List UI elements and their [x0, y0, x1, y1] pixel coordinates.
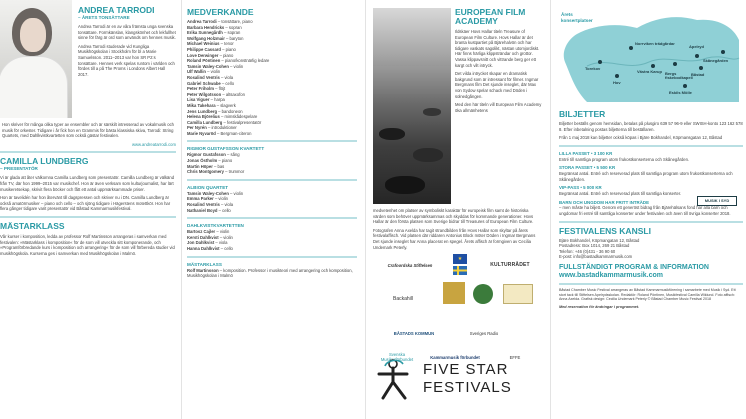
map-label-torekov: Torekov	[585, 66, 601, 71]
divider	[187, 140, 357, 142]
composer-subheading: – ÅRETS TONSÄTTARE	[78, 15, 130, 20]
map-label-eskils-molle: Eskils Mölle	[669, 90, 692, 95]
performer-item: Gabriel Schwabe – cello	[187, 80, 235, 86]
tickets-section	[559, 110, 743, 310]
festival-name-2: FESTIVALS	[423, 379, 512, 396]
divider	[559, 145, 743, 147]
performer-item: Philippe Cassard – piano	[187, 46, 236, 52]
member-item: Rosalind Ventris – viola	[187, 202, 234, 208]
fold-line-2	[365, 0, 366, 419]
group-title: ALBION QUARTET	[187, 184, 229, 190]
performer-item: Per Nyrén – introduktioner	[187, 125, 237, 131]
sweden-flag-logo	[453, 266, 467, 275]
presenter-text-1: Vi är glada att åter välkomna Camilla Lundberg som presentatör. Camilla Lundberg är välkänd från TV, där hon 1999–2015 var musikchef. Hon är även verksam som kulturjournalist, har lärt musikeretsekap, skrivit flera böcker och fått ett antal uppmärksammade priser.	[0, 175, 175, 192]
sponsor-logos	[373, 250, 541, 368]
film-academy-continued	[373, 208, 541, 253]
masterclass-text: Vår kurser i komposition, ledda av professor Rolf Martinsson arrangeras i samverkan med festivalen: »Mästarklass i komposition« för de som vill utveckla sitt komponerande, och »Programförbredande kurs i komposition och arrangering« för de som vill förbereda studier vid musikhögskola. Kurserna ges i samverkan med Musikhögskolan i Malmö.	[0, 233, 175, 256]
venue-map	[557, 6, 741, 106]
composer-intro	[78, 6, 176, 80]
map-label-bergs-fiskebod: Bergs fiskebodkapell	[665, 71, 693, 81]
performer-item: Erika Sunnegårdh – sopran	[187, 30, 241, 36]
pass-title: LILLA PASSET • 3 100 KR	[559, 150, 613, 156]
presenter-subheading: – PRESENTATÖR	[0, 166, 38, 172]
footer-note: Med reservation för ändringar i programmet.	[559, 304, 640, 309]
kulturradet-logo: KULTURRÅDET	[490, 262, 530, 268]
divider	[187, 217, 357, 219]
footer-credits: Båstad Chamber Music Festival arrangeras av Båstad Kammarmusikförening i samarbete med Musik i Syd. Ett stort tack till Stiftelsen Apelrydsskolan. Redaktör: Roland Pöntinen, Musikfestival Camilla Wiklund. Foto affisch: Anna Axelda. Grafisk design: Cecilia Undemark Peterly © Båstad Chamber Music Festival 2018	[559, 287, 736, 302]
map-label-bastad: Båstad	[691, 72, 705, 77]
map-title: Årets konsertplatser	[561, 12, 593, 23]
pass-title: BARN OCH UNGDOM HAR FRITT INTRÄDE	[559, 199, 650, 205]
tickets-heading: BILJETTER	[559, 109, 606, 119]
kammarmusikforbundet-logo: Kammarmusik förbundet	[430, 354, 480, 360]
performer-item: Barbara Hendricks – sopran	[187, 24, 242, 30]
divider	[0, 151, 176, 153]
performer-item: Peter Wilgotsson – altsaxofon	[187, 91, 245, 97]
map-label-norrviken: Norrviken trädgårdar	[635, 41, 675, 46]
pass-desc: – men måste ha biljett. Genom ett generöst bidrag från Bjärehälsans fond har alla barn och ungdomar fri entré till samtliga konserter under festivalen och även till övriga konserter 2018.	[559, 205, 731, 216]
performer-item: Peter Friholm – flöjt	[187, 86, 226, 92]
film-academy-heading-2: ACADEMY	[455, 16, 498, 26]
tickets-text-1: Biljetter beställs genom hemsidan, betalas på plusgiro 639 57 96-9 eller SWISH-konto 123 162 578 8. Efter inbetalning postas biljetterna till beställaren.	[559, 121, 743, 132]
composer-bio-2: Andrea Tarrodi studerade vid Kungliga Musikhögskolan i Stockholm för bl a Marie Samuelsson. 2011–2013 var hon SR P2:s tonsättare. Hennes verk spelas runtom i världen och fördes till a på The Proms i Londons Albert Hall 2017.	[78, 43, 175, 77]
five-star-festivals-logo	[375, 356, 541, 416]
festival-name-1: FIVE STAR	[423, 361, 509, 378]
program-heading: FULLSTÄNDIGT PROGRAM & INFORMATION	[559, 263, 709, 271]
composer-heading: ANDREA TARRODI	[78, 5, 155, 15]
divider	[187, 256, 357, 258]
fold-line-1	[181, 0, 182, 419]
member-item: Tamsin Waley-Cohen – violin	[187, 190, 244, 196]
member-item: Chris Montgomery – trummor	[187, 169, 245, 175]
performer-item: Mika Takehara – slagverk	[187, 102, 236, 108]
column-composer	[0, 0, 180, 419]
tickets-text-2: Från 1 maj 2018 kan biljetter också köpas i Bjäre Bokhandel, Köpmansgatan 12, Båstad	[559, 135, 723, 141]
group-members	[187, 229, 357, 251]
performer-item: Love Derwinger – piano	[187, 52, 234, 58]
group-title: DAHLKVISTKVARTETTEN	[187, 223, 244, 229]
performer-item: Camilla Lundberg – festivalpresentatör	[187, 119, 262, 125]
column-film-academy	[373, 0, 544, 419]
performer-item: Roland Pöntinen – piano/konstnärlig ledare	[187, 58, 270, 64]
member-item: Hanna Dahlkvist – cello	[187, 246, 233, 251]
performer-item: Andrea Tarrodi – tonsättare, piano	[187, 19, 253, 24]
divider	[559, 283, 743, 285]
performer-item: Rosalind Ventris – viola	[187, 74, 234, 80]
performer-item: Ulf Wallin – violin	[187, 69, 221, 75]
member-item: Nathaniel Boyd – cello	[187, 207, 231, 213]
map-label-hov: Hov	[613, 80, 621, 85]
map-label-vastra-karup: Västra Karup	[637, 69, 662, 74]
masterclass-heading: MÄSTARKLASS	[0, 220, 65, 231]
program-url[interactable]: www.bastadkammarmusik.com	[559, 271, 664, 279]
film-text-3: Med den här titeln vill European Film Academy öka allmänhetens	[455, 102, 542, 113]
fold-line-3	[550, 0, 551, 419]
film-academy-heading-1: EUROPEAN FILM	[455, 7, 526, 17]
composer-portrait	[0, 0, 72, 118]
hovs-hallar-photo	[373, 8, 451, 204]
composer-bio-1: Andrea Tarrodi är en av våra främsta unga svenska tonsättare. Formkänslan, klangskönhet och lekfullhet sinne för färg är ord som används om hennes musik.	[78, 24, 176, 41]
performer-item: Helena Björelius – mimskådespelare	[187, 114, 258, 120]
sponsor-emblem-2	[473, 284, 493, 304]
performer-item: Marie Nyvaröd – Bergman-citeron	[187, 130, 252, 136]
group-members	[187, 152, 357, 174]
performer-item: Jens Lundberg – bandoneon	[187, 108, 243, 114]
film-text-1: Ildskäer Hovs Hallar titeln Treasure of European Film Culture. Hovs Hallar är det branta kustpartiet på Bjärehalvön och har tidigare vaskats sagolikt, nästan utomjordiskt. Här finns härliga klippsträndar och grottor. Vassa klippavsnitt och vittrande berg ger ett kargt och vilt intryck.	[455, 29, 540, 68]
backahill-logo: Backahill	[392, 296, 413, 302]
column-performers	[187, 0, 357, 419]
performer-item: Wolfgang Holzmair – baryton	[187, 35, 244, 41]
crafoordska-logo: Crafoordska Stiftelsen	[387, 262, 433, 268]
sveriges-radio-logo: Sveriges Radio	[469, 330, 499, 336]
bastads-kommun-logo: BÅSTADS KOMMUN	[393, 330, 435, 336]
composer-lower	[0, 122, 176, 259]
performer-item: Michael Weinius – tenor	[187, 41, 234, 47]
divider	[187, 179, 357, 181]
eu-flag-logo: ★	[453, 254, 467, 264]
presenter-text-2: Hon är tavelidén har hon återvänt till dagspressen och skriver nu i DN. Camilla Lundberg är också amatörmusiker – piano och cello – och sjöng tidigare i Hägerstens motettkör. Hon har flera gånger tidigare varit presentatör vid Båstad Kammarmusikfestival.	[0, 195, 171, 212]
pass-desc: Begränsat antal. Entré och reserverad plats till samtliga program utom frukostkonserterna och Skånegården.	[559, 170, 733, 182]
pass-title: VIP-PASS • 5 000 KR	[559, 185, 602, 191]
composer-bio-3: Hon skriver för många olika typer av ensembler och är särskilt intresserad av vokalmusik och musik för orkester. Tidigare i år fick hon en Grammis för bästa klassiska skiva, Tarrodi: String Quartets, med Dahlkvistkvartetten som också gästar festivalen.	[2, 122, 174, 139]
masterclass-teacher: Rolf Martinsson – komposition. Professor i musikteori med arrangering och komposition, Musikhögskolan i Malmö	[187, 267, 353, 279]
group-members	[187, 191, 357, 213]
map-label-skanegarden: Skånegården	[703, 58, 729, 63]
sponsor-emblem-3	[503, 284, 533, 304]
performers-heading: MEDVERKANDE	[187, 7, 254, 17]
pass-desc: Entré till samtliga program utom frukostkonserterna och Skånegården.	[559, 156, 690, 162]
member-item: Kersti Dahlkvist – violin	[187, 234, 233, 240]
member-item: Emma Parker – violin	[187, 196, 228, 202]
pass-title: STORA PASSET • 5 500 KR	[559, 165, 616, 171]
member-item: Jon Dahlkvist – viola	[187, 240, 228, 246]
film-text-2: Det vilda intrycket skapar en dramatisk bakgrund som är intressant för filmer. Ingmar Bergmans film Det sjunde inseglet, där Max von Sydow spelar schack med Döden i solnedgången.	[455, 71, 539, 99]
column-tickets	[557, 0, 746, 419]
film-text-4: medvetenhet om platser av symboliskt karaktär för europeisk film samt de historiska värden som behöver uppmärksammas och skyddas för kommande generationer. Hovs Hallar är den första platsen som Sverige bidrar till Treasures of European Film Culture.	[373, 208, 534, 225]
member-item: Jonas Östholm – piano	[187, 158, 233, 164]
member-item: Martin Höper – bas	[187, 163, 225, 169]
sponsor-emblem-1	[443, 282, 465, 304]
film-text-5: Fotografen Anna Axelda har tagit strandbilden från Hovs Hallar som skyltar på årets festivalaffisch. Vid platsen där riddaren Antonius Block möter Döden i Ingmar Bergmans Det sjunde inseglet har Anna placerat en spegel. Årets affisch är formgiven av Cecilia Undemark Peterly.	[373, 227, 536, 250]
map-label-apelryd: Apelryd	[689, 44, 704, 49]
group-title: RIGMOR GUSTAFSSON KVARTETT	[187, 146, 265, 152]
performer-list	[187, 19, 357, 136]
divider	[0, 216, 176, 218]
member-item: Bartosz Cajler – violin	[187, 229, 230, 235]
composer-website[interactable]: www.andreatarrodi.com	[132, 141, 176, 147]
presenter-heading: CAMILLA LUNDBERG	[0, 156, 89, 167]
member-item: Rigmor Gustafsson – sång	[187, 152, 240, 158]
office-email[interactable]: E-post: info@bastadkammarmusik.com	[559, 254, 633, 260]
pass-desc: Begränsat antal. Entré och reserverad plats till samtliga konserter.	[559, 190, 682, 196]
performer-item: Tamsin Waley-Cohen – violin	[187, 63, 244, 69]
office-heading: FESTIVALENS KANSLI	[559, 225, 651, 236]
office-address: Bjäre Bokhandel, Köpmangatan 12, Båstad Postadress: Box 1014, 269 21 Båstad Telefon: +46 (0)431 - 36 90 60 E-post: info@bastadkammarmusik.com	[559, 238, 743, 260]
effe-logo: EFFE	[509, 354, 521, 360]
musikerforbundet-logo: Svenska Musikerförbundet	[380, 352, 414, 362]
performer-item: Lisa Viguer – harpa	[187, 97, 225, 103]
masterclass-title: MÄSTARKLASS	[187, 261, 222, 267]
film-academy-intro	[455, 8, 543, 116]
musik-i-syd-logo: MUSIK I SYD	[697, 196, 737, 206]
divider	[559, 221, 743, 223]
